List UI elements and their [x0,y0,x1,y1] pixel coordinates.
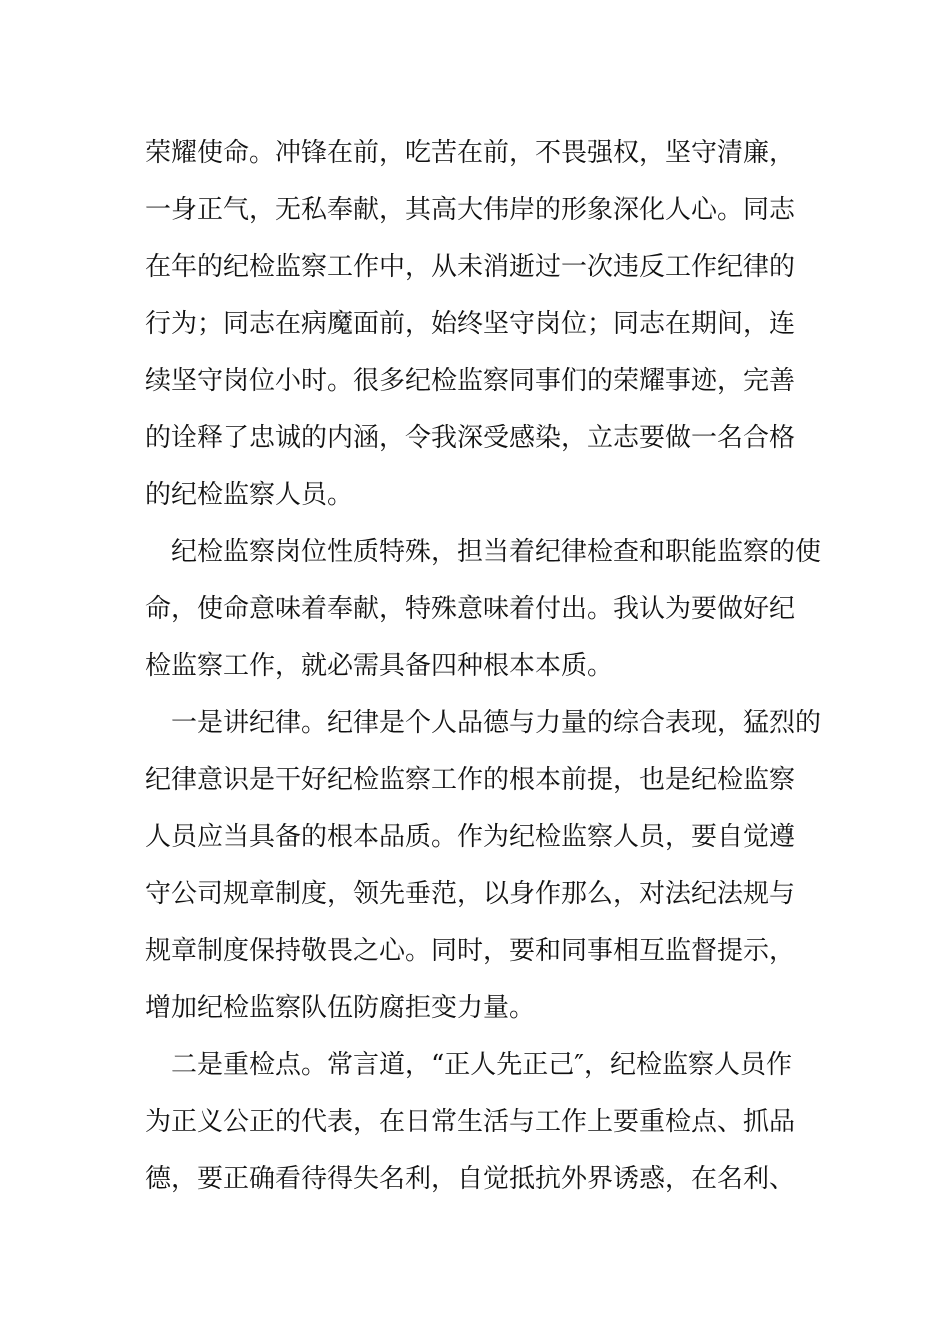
text-line: 行为；同志在病魔面前，始终坚守岗位；同志在期间，连 [145,309,796,339]
paragraph-2 [145,524,822,695]
text-line: 一是讲纪律。纪律是个人品德与力量的综合表现，猛烈的 [171,708,822,738]
paragraph-4 [145,1037,815,1208]
text-line: 为正义公正的代表，在日常生活与工作上要重检点、抓品 [145,1107,796,1137]
text-line: 守公司规章制度，领先垂范，以身作那么，对法纪法规与 [145,879,796,909]
text-line: 纪检监察岗位性质特殊，担当着纪律检查和职能监察的使 [171,537,822,567]
text-line: 一身正气，无私奉献，其高大伟岸的形象深化人心。同志 [145,195,796,225]
text-line: 纪律意识是干好纪检监察工作的根本前提，也是纪检监察 [145,765,796,795]
text-line: 命，使命意味着奉献，特殊意味着付出。我认为要做好纪 [145,594,796,624]
text-line: 德，要正确看待得失名利，自觉抵抗外界诱惑，在名利、 [145,1164,796,1194]
text-line: 的纪检监察人员。 [145,480,354,510]
text-line: 二是重检点。常言道，“正人先正己″，纪检监察人员作 [171,1050,793,1080]
text-line: 增加纪检监察队伍防腐拒变力量。 [145,993,536,1023]
text-line: 在年的纪检监察工作中，从未消逝过一次违反工作纪律的 [145,252,796,282]
text-line: 续坚守岗位小时。很多纪检监察同事们的荣耀事迹，完善 [145,366,796,396]
paragraph-1 [145,125,815,524]
text-line: 人员应当具备的根本品质。作为纪检监察人员，要自觉遵 [145,822,796,852]
text-line: 规章制度保持敬畏之心。同时，要和同事相互监督提示， [145,936,796,966]
text-line: 的诠释了忠诚的内涵，令我深受感染，立志要做一名合格 [145,423,796,453]
document-body [145,125,822,1208]
text-line: 检监察工作，就必需具备四种根本本质。 [145,651,614,681]
paragraph-3 [145,695,822,1037]
text-line: 荣耀使命。冲锋在前，吃苦在前，不畏强权，坚守清廉， [145,138,796,168]
